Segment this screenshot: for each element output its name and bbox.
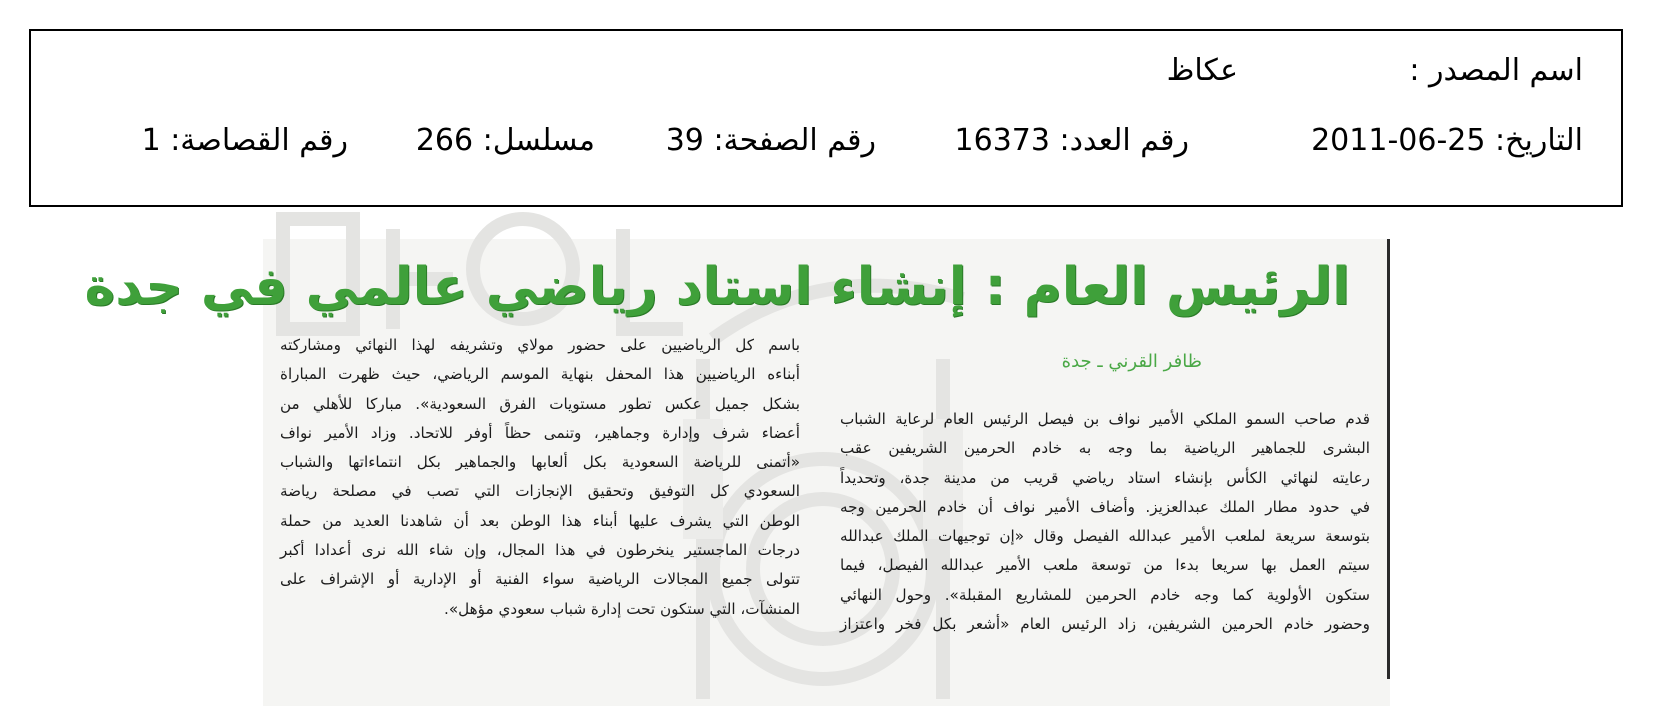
- text-line: البشرى للجماهير الرياضية بما وجه به خادم الحرمين الشريفين عقب: [840, 439, 1370, 458]
- issue-number-field: رقم العدد: 16373: [954, 123, 1189, 158]
- serial-number-field: مسلسل: 266: [415, 123, 595, 158]
- clipping-number-field: رقم القصاصة: 1: [141, 123, 348, 158]
- text-line: في حدود مطار الملك عبدالعزيز. وأضاف الأمير نواف أن خادم الحرمين وجه: [840, 497, 1370, 516]
- source-value: عكاظ: [1166, 53, 1238, 88]
- text-line: أبناءه الرياضيين هذا المحفل بنهاية الموسم الرياضي، حيث ظهرت المباراة: [280, 365, 800, 384]
- article-byline: ظافر القرني ـ جدة: [1061, 351, 1202, 372]
- text-line: قدم صاحب السمو الملكي الأمير نواف بن فيصل الرئيس العام لرعاية الشباب: [840, 410, 1370, 428]
- text-line: سيتم العمل بها سريعا بدءا من توسعة ملعب الأمير عبدالله الفيصل، فيما: [840, 556, 1370, 575]
- date-field: التاريخ: 25-06-2011: [1311, 123, 1583, 158]
- text-line: بتوسعة سريعة لملعب الأمير عبدالله الفيصل وقال «إن توجيهات الملك عبدالله: [840, 527, 1370, 546]
- text-line: أعضاء شرف وإدارة وجماهير، وتنمى حظاً أوفر للاتحاد. وزاد الأمير نواف: [280, 423, 800, 442]
- text-line: درجات الماجستير ينخرطون في هذا المجال، وإن شاء الله نرى أعدادا أكبر: [280, 541, 800, 560]
- text-line: بشكل جميل عكس تطور مستويات الفرق السعودية». مباركا للأهلي من: [280, 394, 800, 413]
- page-number-field: رقم الصفحة: 39: [665, 123, 876, 158]
- text-line: باسم كل الرياضيين على حضور مولاي وتشريفه لهذا النهائي ومشاركته: [280, 336, 800, 354]
- article-column-right: [840, 405, 1370, 639]
- text-line: رعايته لنهائي الكأس بإنشاء استاد رياضي قريب من مدينة جدة، وتحديداً: [840, 468, 1370, 487]
- text-line: السعودي كل التوفيق وتحقيق الإنجازات التي تصب في مصلحة رياضة: [280, 482, 800, 501]
- source-metadata-box: [29, 29, 1623, 207]
- newspaper-clipping: [84, 239, 1390, 706]
- article-headline: الرئيس العام : إنشاء استاد رياضي عالمي في جدة: [84, 257, 1350, 317]
- column-rule: [1387, 239, 1390, 679]
- source-label: اسم المصدر :: [1409, 53, 1583, 88]
- text-line: تتولى جميع المجالات الرياضية سواء الفنية أو الإدارية أو الإشراف على: [280, 570, 800, 589]
- text-line: المنشآت، التي ستكون تحت إدارة شباب سعودي مؤهل».: [444, 599, 800, 618]
- text-line: الوطن التي يشرف عليها أبناء هذا الوطن بعد أن شاهدنا العديد من حملة: [280, 511, 800, 530]
- text-line: ستكون الأولوية كما وجه خادم الحرمين للمشاريع المقبلة». وحول النهائي: [840, 585, 1370, 604]
- text-line: «أتمنى للرياضة السعودية بكل ألعابها والجماهير بكل انتماءاتها والشباب: [280, 453, 800, 472]
- text-line: وحضور خادم الحرمين الشريفين، زاد الرئيس العام «أشعر بكل فخر واعتزاز: [840, 615, 1370, 634]
- article-column-left: [280, 331, 800, 624]
